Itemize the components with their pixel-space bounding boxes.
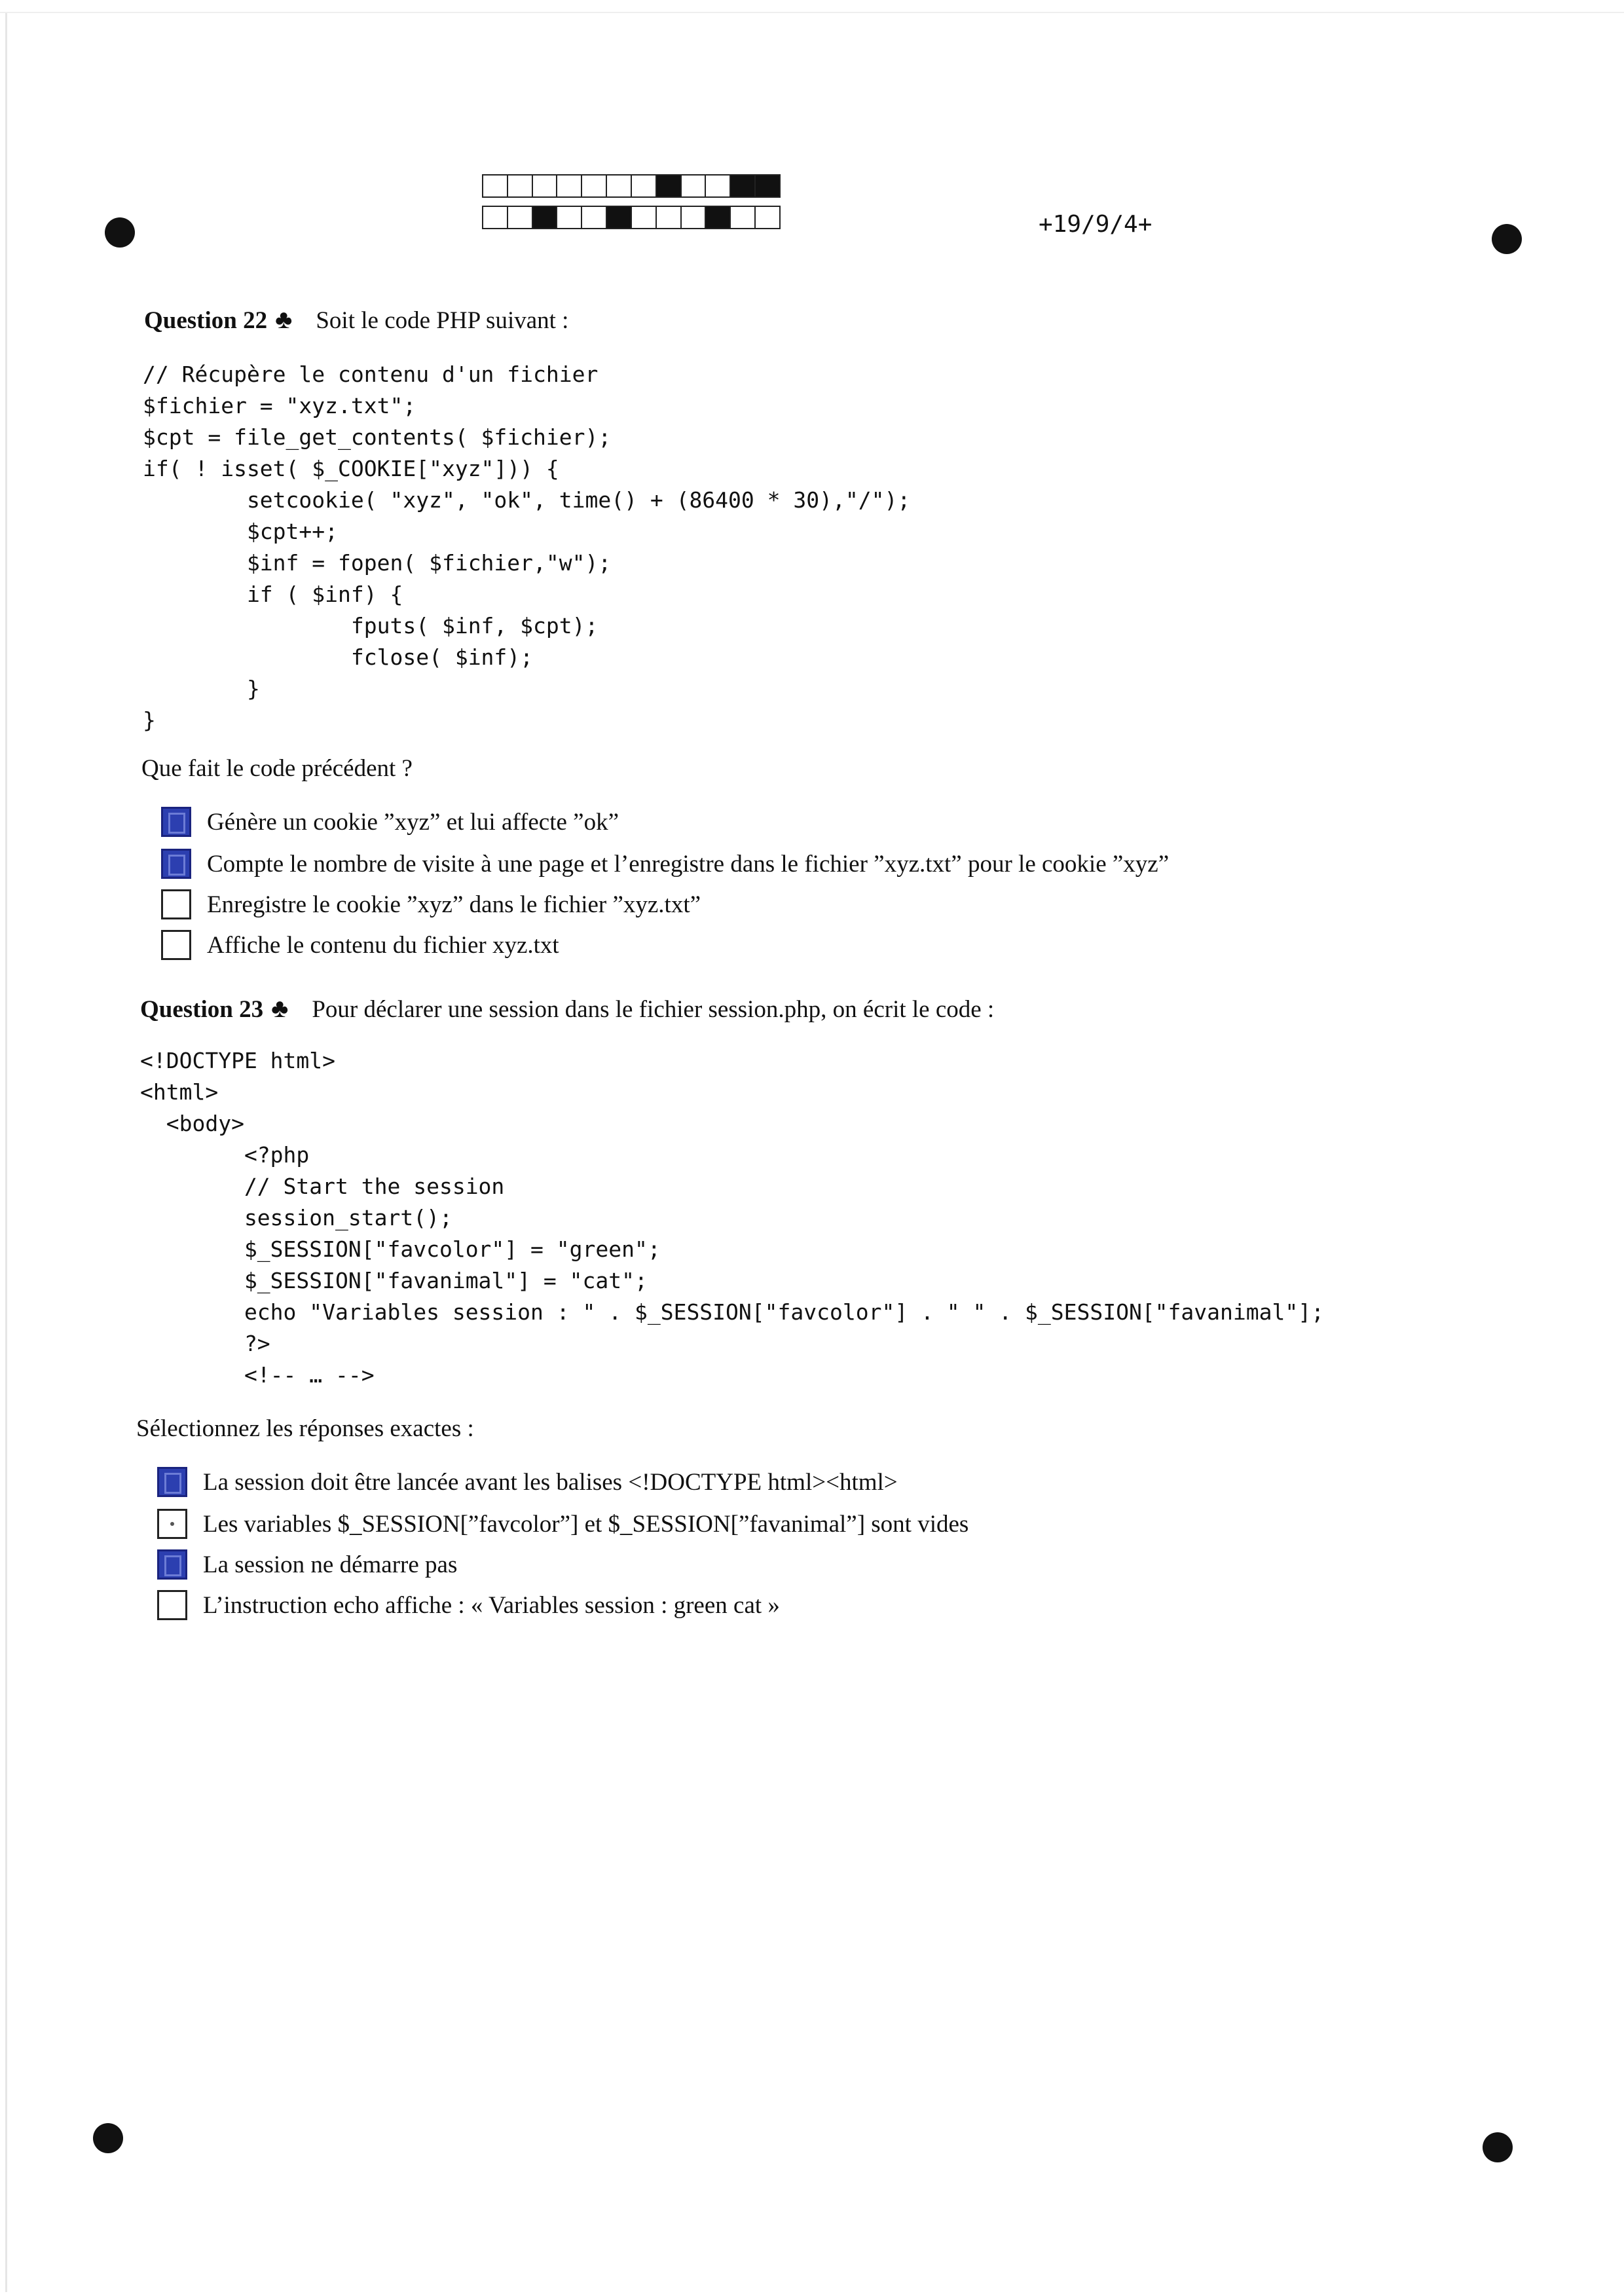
answer-label: Génère un cookie ”xyz” et lui affecte ”ok” [207,808,619,836]
barcode-cell [756,207,779,228]
answer-checkbox[interactable] [157,1509,187,1539]
club-icon: ♣ [275,305,293,334]
barcode-cell [731,207,756,228]
barcode-cell [682,207,707,228]
answer-checkbox[interactable] [161,849,191,879]
answer-option[interactable] [157,1509,969,1539]
registration-mark-bottom-left [93,2123,123,2153]
answer-label: L’instruction echo affiche : « Variables session : green cat » [203,1591,780,1619]
answer-option[interactable] [161,889,701,919]
barcode-cell [607,207,632,228]
registration-mark-top-left [105,217,135,248]
barcode-row-2 [482,206,781,229]
question-23-header [140,993,994,1024]
barcode-cell [657,176,682,196]
php-code-block: // Récupère le contenu d'un fichier $fichier = "xyz.txt"; $cpt = file_get_contents( $fichier); if( ! isset( $_COOKIE["xyz"])) { setcookie( "xyz", "ok", time() + (86400 * 30),"/"); $cpt++; $inf = fopen( $fichier,"w"); if ( $inf) { fputs( $inf, $cpt); fclose( $inf); } } [143,361,911,733]
barcode-cell [533,176,558,196]
club-icon: ♣ [271,993,289,1023]
answer-checkbox[interactable] [157,1590,187,1620]
question-intro: Soit le code PHP suivant : [316,307,569,334]
barcode-cell [582,176,607,196]
barcode-cell [682,176,707,196]
answer-checkbox[interactable] [161,930,191,960]
page-top-edge [0,12,1624,13]
barcode-cell [632,207,657,228]
answer-label: Compte le nombre de visite à une page et l’enregistre dans le fichier ”xyz.txt” pour le cookie ”xyz” [207,850,1170,878]
answer-label: Les variables $_SESSION[”favcolor”] et $_SESSION[”favanimal”] sont vides [203,1510,969,1538]
answer-option[interactable] [161,849,1169,879]
barcode-cell [756,176,779,196]
page-left-edge [5,13,7,2292]
barcode-cell [632,176,657,196]
barcode-row-1 [482,174,781,198]
barcode-cell [731,176,756,196]
answer-checkbox[interactable] [161,889,191,919]
answer-option[interactable] [157,1590,780,1620]
barcode-cell [557,176,582,196]
html-php-code-block: <!DOCTYPE html> <html> <body> <?php // Start the session session_start(); $_SESSION["favcolor"] = "green"; $_SESSION["favanimal"] = "cat"; echo "Variables session : " . $_SESSION["favcolor"] . " " . $_SESSION["favanimal"]; ?> <!-- … --> [140,1048,1324,1388]
barcode-cell [582,207,607,228]
answer-checkbox[interactable] [157,1549,187,1580]
answer-option[interactable] [157,1549,457,1580]
question-number: Question 22 [144,307,268,334]
answer-label: La session ne démarre pas [203,1551,458,1578]
barcode-cell [508,207,533,228]
answer-checkbox[interactable] [161,807,191,837]
answer-label: Enregistre le cookie ”xyz” dans le fichier ”xyz.txt” [207,891,701,918]
answer-label: La session doit être lancée avant les balises <!DOCTYPE html><html> [203,1468,898,1496]
answer-option[interactable] [161,930,559,960]
barcode-cell [607,176,632,196]
barcode-cell [557,207,582,228]
question-intro: Pour déclarer une session dans le fichier session.php, on écrit le code : [312,996,995,1023]
question-prompt: Que fait le code précédent ? [141,755,413,782]
barcode-cell [483,176,508,196]
answer-option[interactable] [161,807,619,837]
question-prompt: Sélectionnez les réponses exactes : [136,1415,474,1442]
barcode-cell [657,207,682,228]
barcode-cell [508,176,533,196]
registration-mark-bottom-right [1483,2132,1513,2162]
answer-checkbox[interactable] [157,1467,187,1497]
question-22-header [144,304,568,335]
answer-option[interactable] [157,1467,898,1497]
answer-label: Affiche le contenu du fichier xyz.txt [207,931,559,959]
barcode-cell [706,207,731,228]
barcode-cell [533,207,558,228]
barcode-cell [483,207,508,228]
question-number: Question 23 [140,996,264,1023]
page-id: +19/9/4+ [1039,211,1153,238]
registration-mark-top-right [1492,224,1522,254]
barcode-cell [706,176,731,196]
